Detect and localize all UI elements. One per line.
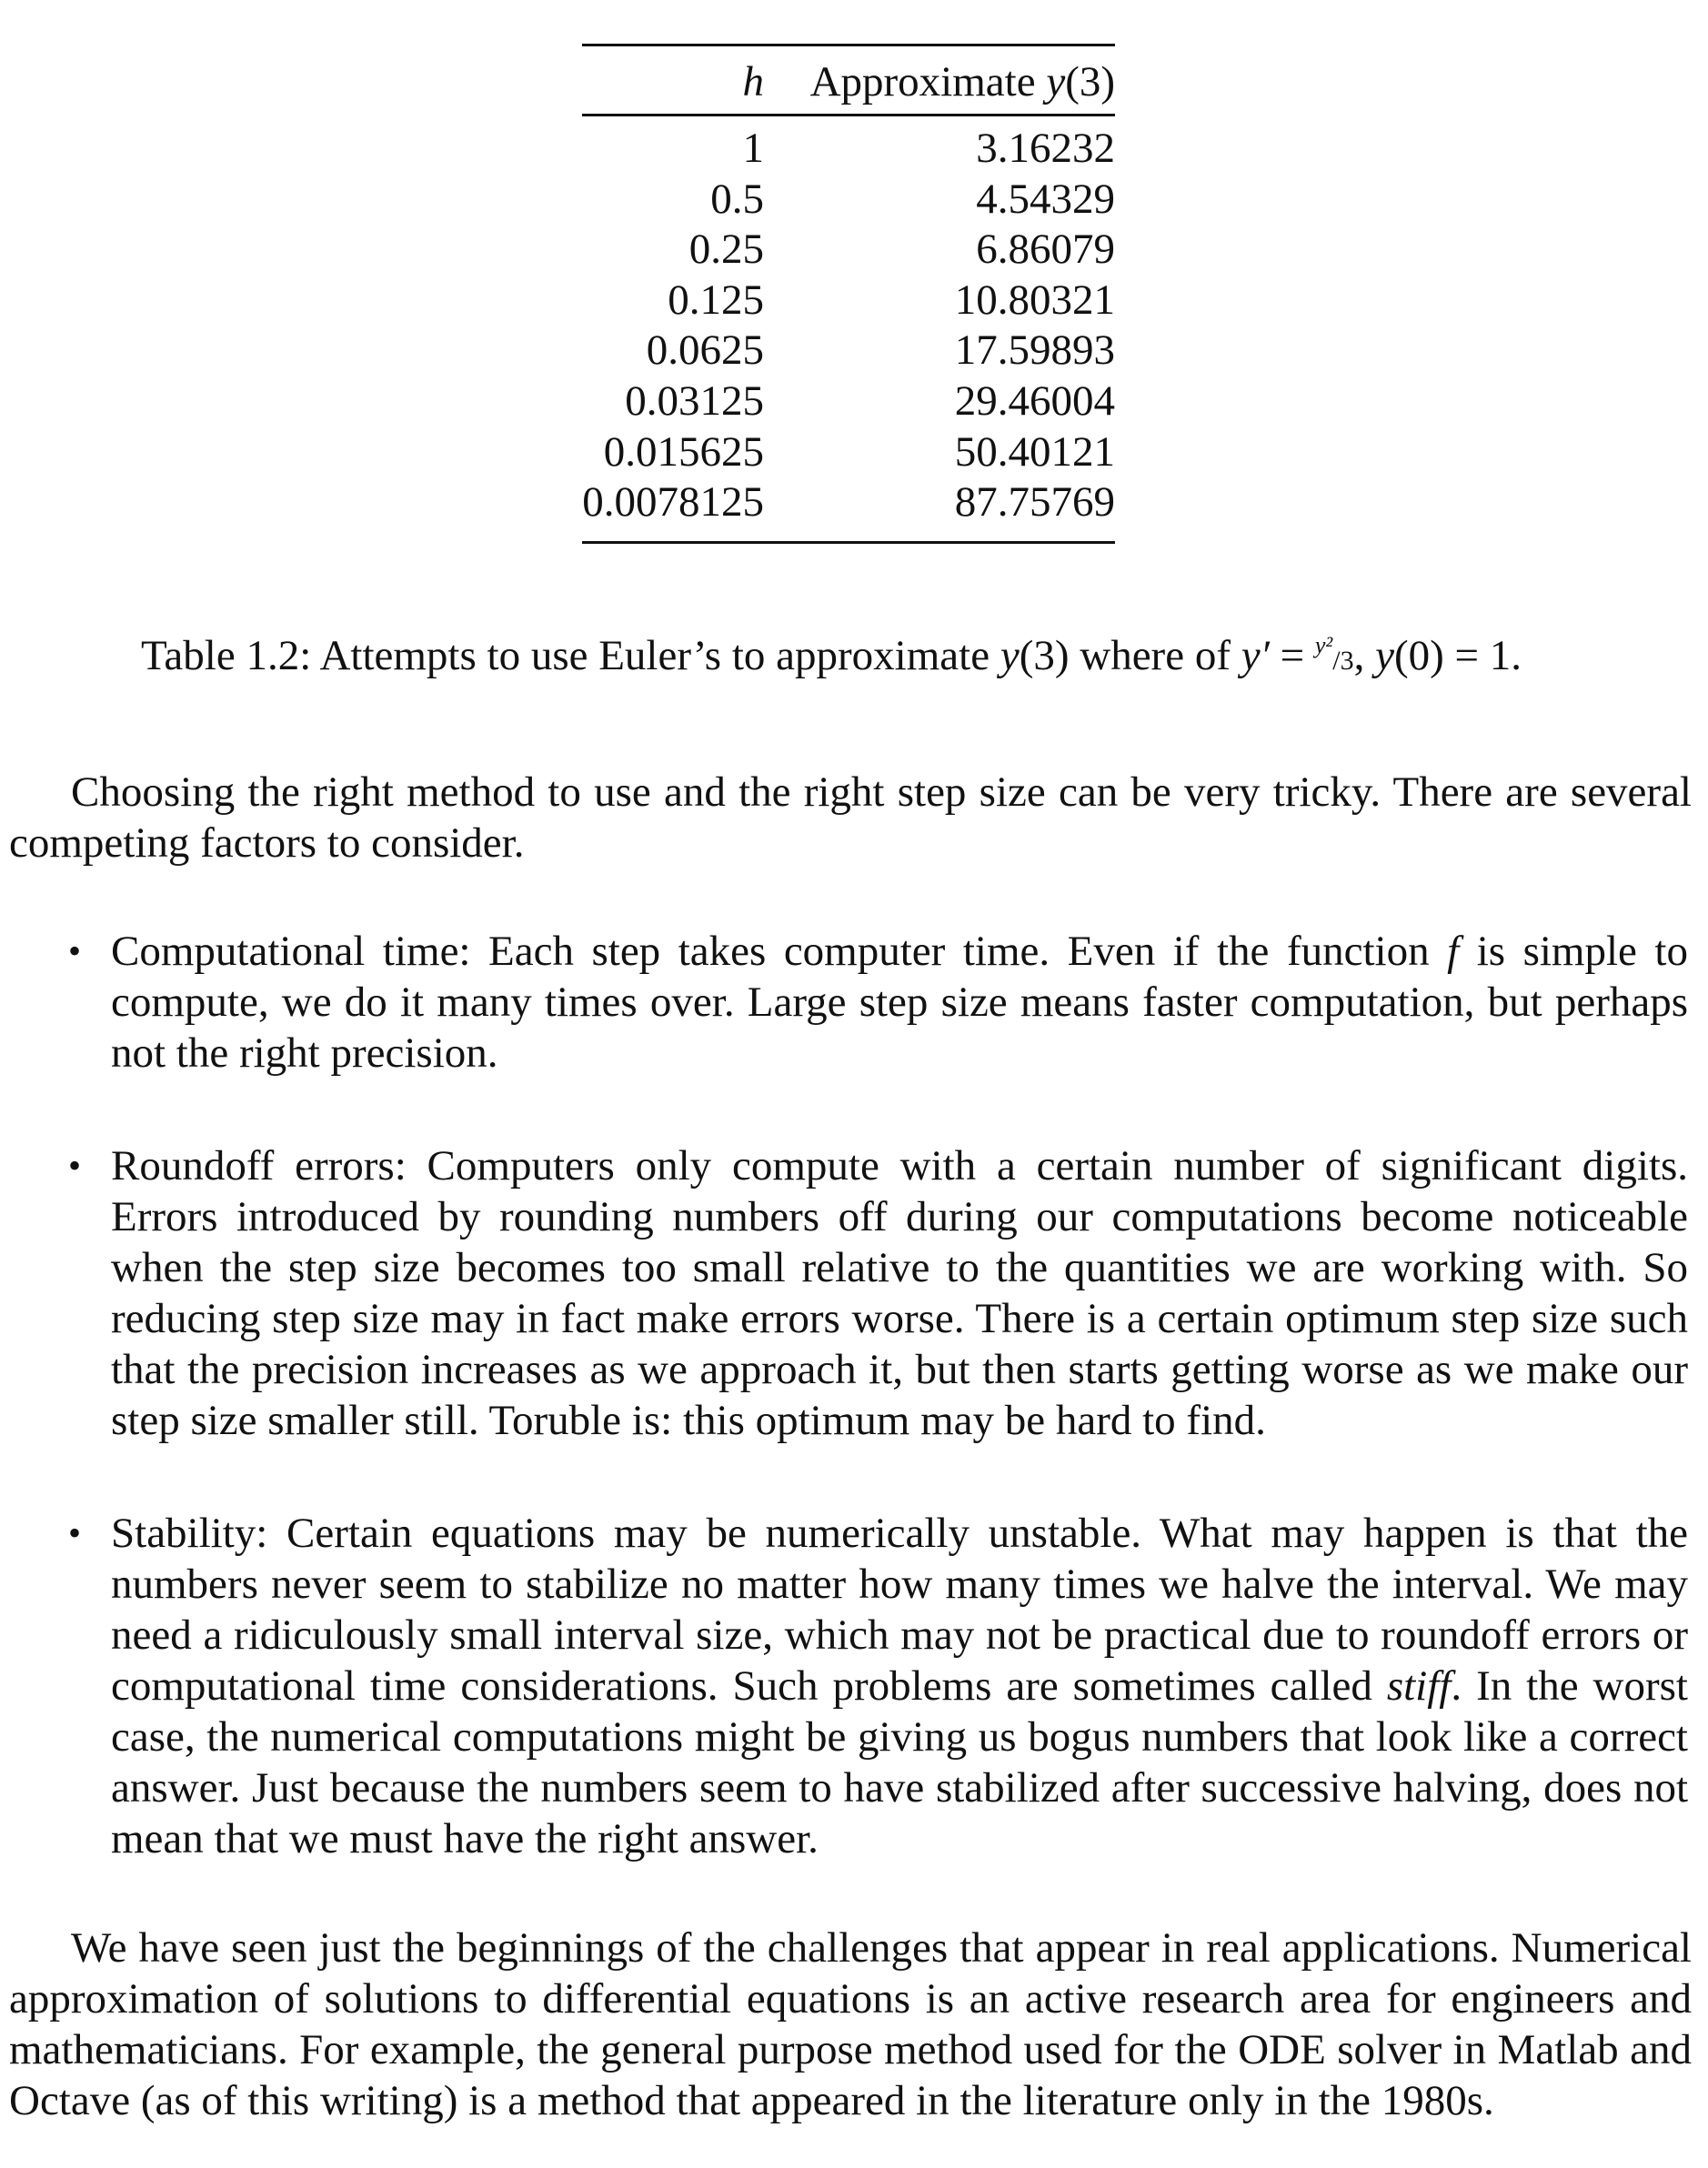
- header-h: h: [582, 45, 764, 115]
- table-row: [582, 376, 1115, 427]
- cell-h: 0.0625: [646, 326, 764, 375]
- list-item-stability: • Stability: Certain equations may be numerically unstable. What may happen is that the numbers never seem to stabilize no matter how many times we halve the interval. We may need a ridiculously small interval size, which may not be practical due to roundoff errors or computational time considerations. Such problems are sometimes called stiff. In the worst case, the numerical computations might be giving us bogus numbers that look like a correct answer. Just because the numbers seem to have stabilized after successive halving, does not mean that we must have the right answer.: [68, 1510, 1688, 1862]
- table-header-row: [582, 45, 1115, 115]
- table-row: [582, 115, 1115, 175]
- fraction-numerator: y²: [1314, 632, 1333, 658]
- table-row: [582, 225, 1115, 276]
- table-row: [582, 175, 1115, 226]
- cell-y: 50.40121: [954, 427, 1115, 476]
- cell-h: 0.0078125: [582, 477, 764, 542]
- bullet-icon: •: [68, 1145, 82, 1186]
- cell-y: 10.80321: [954, 276, 1115, 324]
- cell-y: 17.59893: [954, 326, 1115, 375]
- cell-y: 6.86079: [976, 226, 1115, 274]
- cell-h: 0.25: [688, 226, 764, 274]
- table-row: [582, 276, 1115, 326]
- cell-h: 0.015625: [603, 427, 764, 476]
- table-caption: Table 1.2: Attempts to use Euler’s to approximate y(3) where of y′ = $^{y^2}$/3, y(0) = 1.: [141, 632, 1522, 679]
- cell-h: 0.125: [668, 276, 764, 324]
- closing-paragraph: We have seen just the beginnings of the challenges that appear in real applications. Numerical approximation of solutions to differential equations is an active research area for engineers and mathematicians. For example, the general purpose method used for the ODE solver in Matlab and Octave (as of this writing) is a method that appeared in the literature only in the 1980s.: [9, 1924, 1692, 2124]
- caption-label: Table 1.2:: [141, 632, 320, 679]
- bullet-icon: •: [68, 1512, 82, 1553]
- table-row: [582, 326, 1115, 376]
- table-row: [582, 477, 1115, 542]
- table-row: [582, 427, 1115, 478]
- cell-y: 29.46004: [954, 376, 1115, 425]
- cell-y: 4.54329: [976, 175, 1115, 223]
- cell-h: 1: [742, 125, 764, 172]
- list-item-computational-time: • Computational time: Each step takes computer time. Even if the function f is simple to compute, we do it many times over. Large step size means faster computation, but perhaps not the right precision.: [68, 928, 1688, 1077]
- cell-h: 0.03125: [625, 376, 764, 425]
- cell-h: 0.5: [710, 175, 764, 223]
- bullet-icon: •: [68, 930, 82, 971]
- header-approximate-y3: Approximate y(3): [764, 45, 1115, 115]
- cell-y: 3.16232: [976, 125, 1115, 172]
- intro-paragraph: Choosing the right method to use and the right step size can be very tricky. There are several competing factors to consider.: [9, 768, 1692, 867]
- cell-y: 87.75769: [764, 477, 1115, 542]
- list-item-roundoff-errors: • Roundoff errors: Computers only compute with a certain number of significant digits. Errors introduced by rounding numbers off during our computations become noticeable when the step size becomes too small relative to the quantities we are working with. So reducing step size may in fact make errors worse. There is a certain optimum step size such that the precision increases as we approach it, but then starts getting worse as we make our step size smaller still. Toruble is: this optimum may be hard to find.: [68, 1142, 1688, 1444]
- fraction-denominator: /3: [1332, 646, 1354, 676]
- euler-approximation-table: [582, 44, 1115, 544]
